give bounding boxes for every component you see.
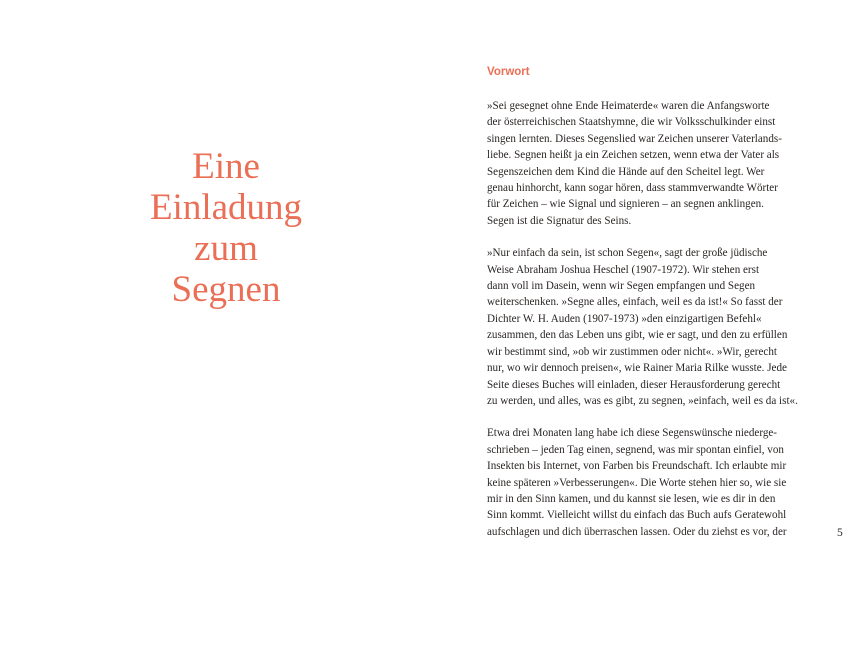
text-line: keine späteren »Verbesserungen«. Die Worte stehen hier so, wie sie — [487, 476, 787, 489]
chapter-title-line: Segnen — [171, 269, 281, 310]
chapter-title-line: Einladung — [149, 187, 303, 228]
text-line: »Sei gesegnet ohne Ende Heimaterde« waren die Anfangsworte — [487, 100, 770, 112]
text-line: Weise Abraham Joshua Heschel (1907-1972). Wir stehen erst — [487, 263, 760, 276]
text-line: der österreichischen Staatshymne, die wir Volksschulkinder einst — [487, 116, 776, 129]
text-line: zusammen, den das Leben uns gibt, wie er sagt, und den zu erfüllen — [487, 329, 788, 342]
text-line: weiterschenken. »Segne alles, einfach, weil es da ist!« So fasst der — [487, 296, 783, 309]
text-line: aufschlagen und dich überraschen lassen. Oder du ziehst es vor, der — [487, 525, 787, 538]
text-line: nur, wo wir dennoch preisen«, wie Rainer Maria Rilke wusste. Jede — [487, 362, 787, 375]
page-number: 5 — [837, 527, 843, 539]
chapter-title-line: zum — [194, 228, 258, 269]
paragraph — [487, 245, 799, 409]
text-line: Insekten bis Internet, von Farben bis Freundschaft. Ich erlaubte mir — [487, 460, 787, 473]
section-heading: Vorwort — [487, 66, 530, 78]
text-line: genau hinhorcht, kann sogar hören, dass stammverwandte Wörter — [487, 182, 778, 195]
paragraph — [487, 425, 799, 540]
text-line: zu werden, und alles, was es gibt, zu segnen, »einfach, weil es da ist«. — [487, 394, 798, 407]
text-line: singen lernten. Dieses Segenslied war Zeichen unserer Vaterlands- — [487, 132, 782, 145]
text-line: Sinn kommt. Vielleicht willst du einfach das Buch aufs Geratewohl — [487, 509, 787, 522]
body-text — [487, 98, 799, 540]
text-line: Seite dieses Buches will einladen, dieser Herausforderung gerecht — [487, 378, 781, 391]
text-line: Dichter W. H. Auden (1907-1973) »den einzigartigen Befehl« — [487, 312, 762, 325]
text-line: Segen ist die Signatur des Seins. — [487, 214, 632, 227]
text-line: »Nur einfach da sein, ist schon Segen«, sagt der große jüdische — [487, 247, 768, 260]
paragraph — [487, 98, 799, 229]
text-line: Segenszeichen dem Kind die Hände auf den Scheitel legt. Wer — [487, 165, 765, 178]
text-line: schrieben – jeden Tag einen, segnend, was mir spontan einfiel, von — [487, 443, 784, 456]
text-line: dann voll im Dasein, wenn wir Segen empfangen und Segen — [487, 280, 756, 293]
chapter-title — [106, 146, 346, 310]
text-line: für Zeichen – wie Signal und signieren – an segnen anklingen. — [487, 198, 764, 211]
text-line: Etwa drei Monaten lang habe ich diese Segenswünsche niederge- — [487, 427, 777, 440]
text-line: liebe. Segnen heißt ja ein Zeichen setzen, wenn etwa der Vater als — [487, 149, 780, 162]
right-page — [433, 0, 866, 648]
text-line: mir in den Sinn kamen, und du kannst sie lesen, wie es dir in den — [487, 492, 776, 505]
text-line: wir bestimmt sind, »ob wir zustimmen oder nicht«. »Wir, gerecht — [487, 345, 777, 358]
chapter-title-line: Eine — [192, 146, 260, 187]
